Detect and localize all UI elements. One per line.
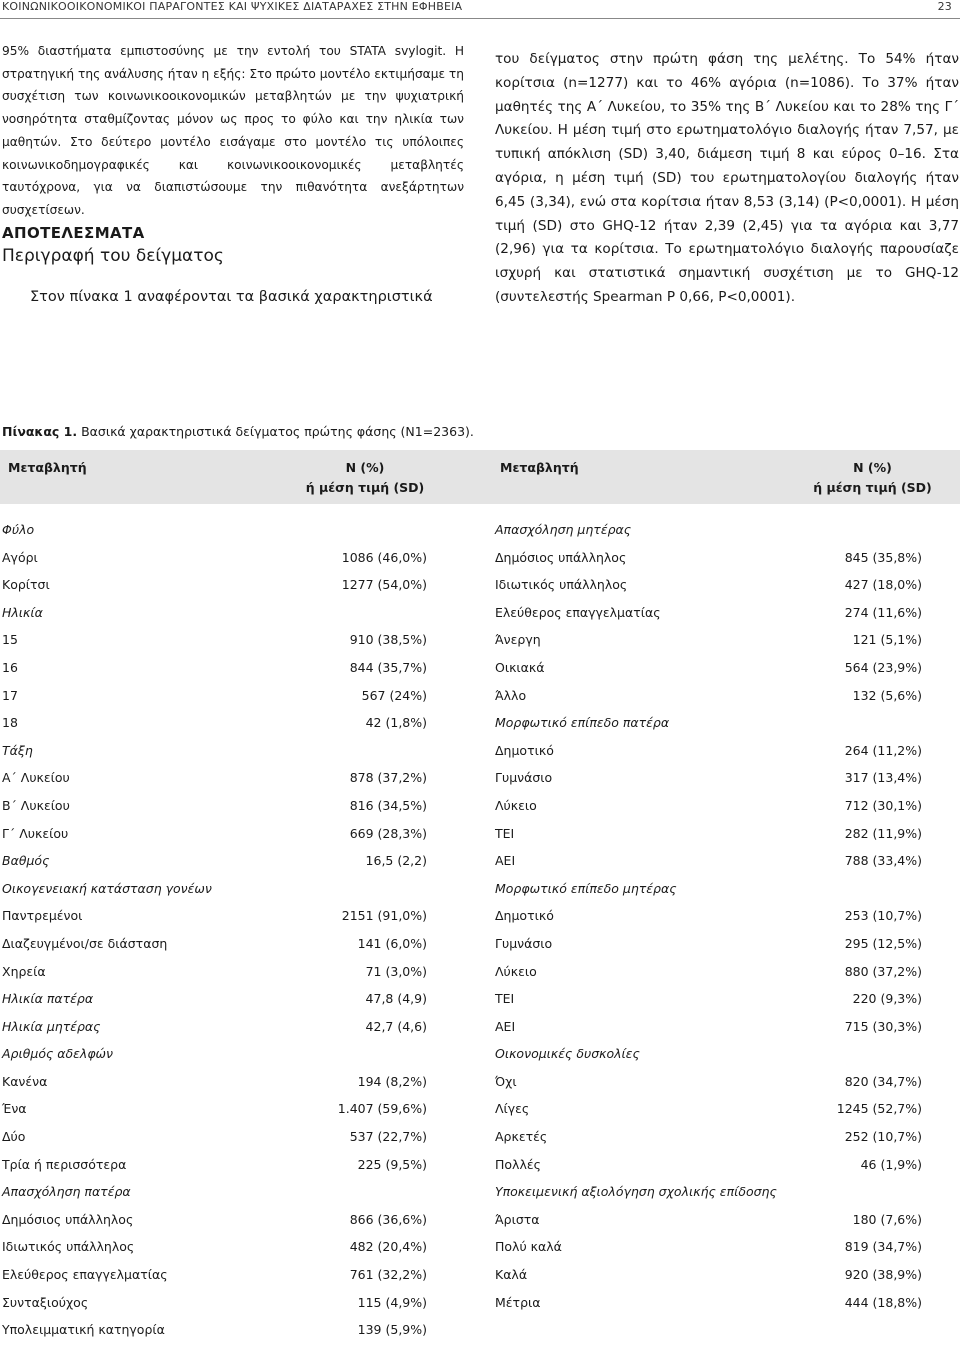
table-row: [495, 764, 960, 792]
header-left-variable: Μεταβλητή: [8, 460, 87, 475]
row-label: Λύκειο: [495, 797, 537, 813]
row-value: 444 (18,8%): [844, 1294, 922, 1310]
row-label: Δημοτικό: [495, 742, 554, 758]
row-value: 1.407 (59,6%): [337, 1101, 427, 1117]
row-value: 564 (23,9%): [844, 659, 922, 675]
results-paragraph: του δείγματος στην πρώτη φάση της μελέτης. Το 54% ήταν κορίτσια (n=1277) και το 46% αγόρια (n=1086). Το 37% ήταν μαθητές της Α΄ Λυκείου, το 35% της Β΄ Λυκείου και το 28% της Γ΄ Λυκείου. Η μέση τιμή στο ερωτηματολόγιο διαλογής ήταν 7,57, με τυπική απόκλιση (SD) 3,40, διάμεση τιμή 8 και εύρος 0–16. Στα αγόρια, η μέση τιμή (SD) του ερωτηματολογίου διαλογής ήταν 6,45 (3,34), ενώ στα κορίτσια ήταν 8,53 (3,14) (P<0,0001). Η μέση τιμή (SD) στο GHQ-12 ήταν 2,39 (2,45) για τα αγόρια και 3,77 (2,96) για τα κορίτσια. Το ερωτηματολόγιο διαλογής παρουσίαζε ισχυρή και στατιστικά σημαντική συσχέτιση με το GHQ-12 (συντελεστής Spearman P 0,66, P<0,0001).: [495, 51, 959, 305]
header-left-mean: ή μέση τιμή (SD): [305, 480, 425, 495]
table-caption-label: Πίνακας 1.: [2, 424, 78, 439]
table-row: [2, 544, 462, 572]
row-value: 132 (5,6%): [852, 687, 922, 703]
row-value: 845 (35,8%): [844, 549, 922, 565]
row-value: 844 (35,7%): [349, 659, 427, 675]
row-label: Γυμνάσιο: [495, 770, 553, 786]
table-row: [2, 654, 462, 682]
table-row: [495, 1151, 960, 1179]
table-row: [495, 544, 960, 572]
row-label: Αρκετές: [495, 1129, 548, 1145]
row-value: 42,7 (4,6): [365, 1018, 427, 1034]
row-value: 180 (7,6%): [852, 1211, 922, 1227]
row-label: Μορφωτικό επίπεδο μητέρας: [495, 880, 677, 896]
row-label: Δύο: [2, 1129, 26, 1145]
row-label: Άνεργη: [495, 632, 541, 648]
row-value: 252 (10,7%): [844, 1129, 922, 1145]
row-value: 253 (10,7%): [844, 908, 922, 924]
table-category-row: [495, 709, 960, 737]
row-value: 819 (34,7%): [844, 1239, 922, 1255]
row-value: 194 (8,2%): [357, 1073, 427, 1089]
row-label: Ηλικία πατέρα: [2, 991, 94, 1007]
row-value: 910 (38,5%): [349, 632, 427, 648]
row-value: 274 (11,6%): [844, 604, 922, 620]
table-row: [2, 1123, 462, 1151]
results-intro: Στον πίνακα 1 αναφέρονται τα βασικά χαρακτηριστικά: [30, 288, 433, 305]
table-row: [2, 1233, 462, 1261]
table-row: [495, 930, 960, 958]
table-row: [2, 571, 462, 599]
methods-paragraph: 95% διαστήματα εμπιστοσύνης με την εντολή του STATA svylogit. Η στρατηγική της ανάλυσης ήταν η εξής: Στο πρώτο μοντέλο εκτιμήσαμε τη συσχέτιση των κοινωνικοοικονομικών μεταβλητών με την ψυχιατρική νοσηρότητα σταθμίζοντας μόνον ως προς το φύλο και την ηλικία των μαθητών. Στο δεύτερο μοντέλο εισάγαμε στο μοντέλο τις υπόλοιπες κοινωνικοδημογραφικές και κοινωνικοοικονομικές μεταβλητές ταυτόχρονα, για να διαπιστώσουμε την πιθανότητα ανεξάρτητων συσχετίσεων.: [2, 44, 464, 217]
table-row: [2, 1095, 462, 1123]
row-value: 761 (32,2%): [349, 1267, 427, 1283]
section-title: ΑΠΟΤΕΛΕΣΜΑΤΑ: [2, 223, 145, 242]
row-value: 712 (30,1%): [844, 797, 922, 813]
row-label: Γ΄ Λυκείου: [2, 825, 69, 841]
row-value: 139 (5,9%): [357, 1322, 427, 1338]
table-row: [2, 847, 462, 875]
table-row: [495, 626, 960, 654]
row-value: 71 (3,0%): [365, 963, 427, 979]
table-row: [495, 820, 960, 848]
row-value: 537 (22,7%): [349, 1129, 427, 1145]
row-label: Ένα: [2, 1101, 27, 1117]
table-right-half: [495, 516, 960, 1316]
row-label: Ιδιωτικός υπάλληλος: [2, 1239, 135, 1255]
table-category-row: [2, 875, 462, 903]
row-label: Υποκειμενική αξιολόγηση σχολικής επίδοσης: [495, 1184, 777, 1200]
table-left-half: [2, 516, 462, 1344]
table-row: [2, 1068, 462, 1096]
row-value: 866 (36,6%): [349, 1211, 427, 1227]
header-right-n: N (%): [853, 460, 892, 475]
row-value: 220 (9,3%): [852, 991, 922, 1007]
row-label: Ηλικία μητέρας: [2, 1018, 101, 1034]
table-category-row: [495, 875, 960, 903]
row-value: 788 (33,4%): [844, 853, 922, 869]
running-head: [0, 0, 960, 16]
table-category-row: [495, 516, 960, 544]
row-value: 715 (30,3%): [844, 1018, 922, 1034]
row-label: ΑΕΙ: [495, 853, 516, 869]
row-label: Πολλές: [495, 1156, 541, 1172]
row-value: 295 (12,5%): [844, 935, 922, 951]
table-row: [495, 1095, 960, 1123]
row-value: 264 (11,2%): [844, 742, 922, 758]
table-category-row: [2, 1040, 462, 1068]
row-label: Κανένα: [2, 1073, 48, 1089]
row-label: Διαζευγμένοι/σε διάσταση: [2, 935, 168, 951]
row-label: Βαθμός: [2, 853, 50, 869]
table-row: [2, 1206, 462, 1234]
row-label: Μορφωτικό επίπεδο πατέρα: [495, 715, 670, 731]
row-value: 1086 (46,0%): [341, 549, 427, 565]
row-value: 567 (24%): [361, 687, 427, 703]
table-row: [2, 902, 462, 930]
row-label: Δημοτικό: [495, 908, 554, 924]
row-value: 820 (34,7%): [844, 1073, 922, 1089]
row-value: 1245 (52,7%): [836, 1101, 922, 1117]
row-label: Όχι: [495, 1073, 517, 1089]
header-right-variable: Μεταβλητή: [500, 460, 579, 475]
row-label: Χηρεία: [2, 963, 46, 979]
table-row: [495, 902, 960, 930]
table-row: [2, 1261, 462, 1289]
table-row: [2, 985, 462, 1013]
row-value: 920 (38,9%): [844, 1267, 922, 1283]
row-label: Άλλο: [495, 687, 527, 703]
row-label: Δημόσιος υπάλληλος: [495, 549, 627, 565]
row-label: Οικιακά: [495, 659, 545, 675]
row-label: Καλά: [495, 1267, 528, 1283]
table-row: [495, 958, 960, 986]
table-row: [2, 764, 462, 792]
header-left-n: N (%): [345, 460, 385, 475]
row-label: Ηλικία: [2, 604, 43, 620]
row-label: ΤΕΙ: [495, 825, 515, 841]
row-label: 17: [2, 687, 18, 703]
row-label: Δημόσιος υπάλληλος: [2, 1211, 134, 1227]
table-caption-text: Βασικά χαρακτηριστικά δείγματος πρώτης φάσης (N1=2363).: [77, 424, 474, 439]
table-row: [2, 709, 462, 737]
table-row: [2, 1013, 462, 1041]
row-value: 669 (28,3%): [349, 825, 427, 841]
row-value: 225 (9,5%): [357, 1156, 427, 1172]
table-row: [495, 1289, 960, 1317]
row-value: 46 (1,9%): [860, 1156, 922, 1172]
row-label: Ιδιωτικός υπάλληλος: [495, 577, 628, 593]
row-label: Τρία ή περισσότερα: [2, 1156, 127, 1172]
row-label: Απασχόληση πατέρα: [2, 1184, 131, 1200]
row-label: Γυμνάσιο: [495, 935, 553, 951]
right-text-column: [495, 48, 959, 310]
row-value: 282 (11,9%): [844, 825, 922, 841]
table-row: [495, 682, 960, 710]
left-text-column: [2, 40, 464, 308]
row-label: Συνταξιούχος: [2, 1294, 89, 1310]
row-value: 121 (5,1%): [852, 632, 922, 648]
row-label: Λίγες: [495, 1101, 530, 1117]
row-value: 47,8 (4,9): [365, 991, 427, 1007]
row-label: Β΄ Λυκείου: [2, 797, 70, 813]
row-value: 141 (6,0%): [357, 935, 427, 951]
row-value: 878 (37,2%): [349, 770, 427, 786]
row-label: 15: [2, 632, 18, 648]
running-head-title: ΚΟΙΝΩΝΙΚΟΟΙΚΟΝΟΜΙΚΟΙ ΠΑΡΑΓΟΝΤΕΣ ΚΑΙ ΨΥΧΙΚΕΣ ΔΙΑΤΑΡΑΧΕΣ ΣΤΗΝ ΕΦΗΒΕΙΑ: [2, 0, 463, 13]
row-label: Αριθμός αδελφών: [2, 1046, 114, 1062]
row-label: ΤΕΙ: [495, 991, 515, 1007]
table-row: [2, 792, 462, 820]
table-row: [495, 1233, 960, 1261]
table-row: [495, 1123, 960, 1151]
row-value: 880 (37,2%): [844, 963, 922, 979]
row-value: 816 (34,5%): [349, 797, 427, 813]
row-label: 18: [2, 715, 18, 731]
table-category-row: [2, 1178, 462, 1206]
table-row: [495, 1068, 960, 1096]
table-row: [2, 626, 462, 654]
table-row: [495, 737, 960, 765]
table-row: [2, 1151, 462, 1179]
table-row: [495, 1261, 960, 1289]
table-category-row: [2, 516, 462, 544]
row-label: Υπολειμματική κατηγορία: [2, 1322, 165, 1338]
table-category-row: [495, 1178, 960, 1206]
row-label: Λύκειο: [495, 963, 537, 979]
table-row: [495, 654, 960, 682]
table-row: [2, 930, 462, 958]
header-right-mean: ή μέση τιμή (SD): [813, 480, 932, 495]
table-row: [495, 571, 960, 599]
row-label: Παντρεμένοι: [2, 908, 83, 924]
table-category-row: [2, 737, 462, 765]
table-caption: [2, 424, 474, 439]
row-label: Α΄ Λυκείου: [2, 770, 70, 786]
header-divider: [0, 18, 960, 19]
table-category-row: [2, 599, 462, 627]
page-number: 23: [937, 0, 952, 13]
row-value: 427 (18,0%): [844, 577, 922, 593]
table-row: [2, 1289, 462, 1317]
row-value: 1277 (54,0%): [341, 577, 427, 593]
row-value: 317 (13,4%): [844, 770, 922, 786]
table-header: [0, 450, 960, 504]
table-row: [2, 820, 462, 848]
table-row: [2, 958, 462, 986]
table-row: [495, 599, 960, 627]
table-category-row: [495, 1040, 960, 1068]
table-row: [495, 847, 960, 875]
table-row: [495, 985, 960, 1013]
row-value: 482 (20,4%): [349, 1239, 427, 1255]
row-label: Απασχόληση μητέρας: [495, 522, 632, 537]
row-value: 42 (1,8%): [365, 715, 427, 731]
table-row: [2, 682, 462, 710]
row-label: Τάξη: [2, 742, 33, 758]
subsection-title: Περιγραφή του δείγματος: [2, 245, 224, 266]
row-value: 2151 (91,0%): [341, 908, 427, 924]
table-row: [495, 1206, 960, 1234]
row-label: Μέτρια: [495, 1294, 541, 1310]
row-label: Πολύ καλά: [495, 1239, 562, 1255]
row-label: Φύλο: [2, 522, 35, 537]
table-row: [2, 1316, 462, 1344]
row-label: Κορίτσι: [2, 577, 50, 593]
row-value: 115 (4,9%): [357, 1294, 427, 1310]
row-label: ΑΕΙ: [495, 1018, 516, 1034]
row-label: Οικογενειακή κατάσταση γονέων: [2, 880, 212, 896]
row-label: Αγόρι: [2, 549, 38, 565]
row-value: 16,5 (2,2): [365, 853, 427, 869]
row-label: Οικονομικές δυσκολίες: [495, 1046, 640, 1062]
table-row: [495, 792, 960, 820]
row-label: 16: [2, 659, 18, 675]
row-label: Ελεύθερος επαγγελματίας: [2, 1267, 168, 1283]
table-row: [495, 1013, 960, 1041]
row-label: Άριστα: [495, 1211, 540, 1227]
row-label: Ελεύθερος επαγγελματίας: [495, 604, 661, 620]
